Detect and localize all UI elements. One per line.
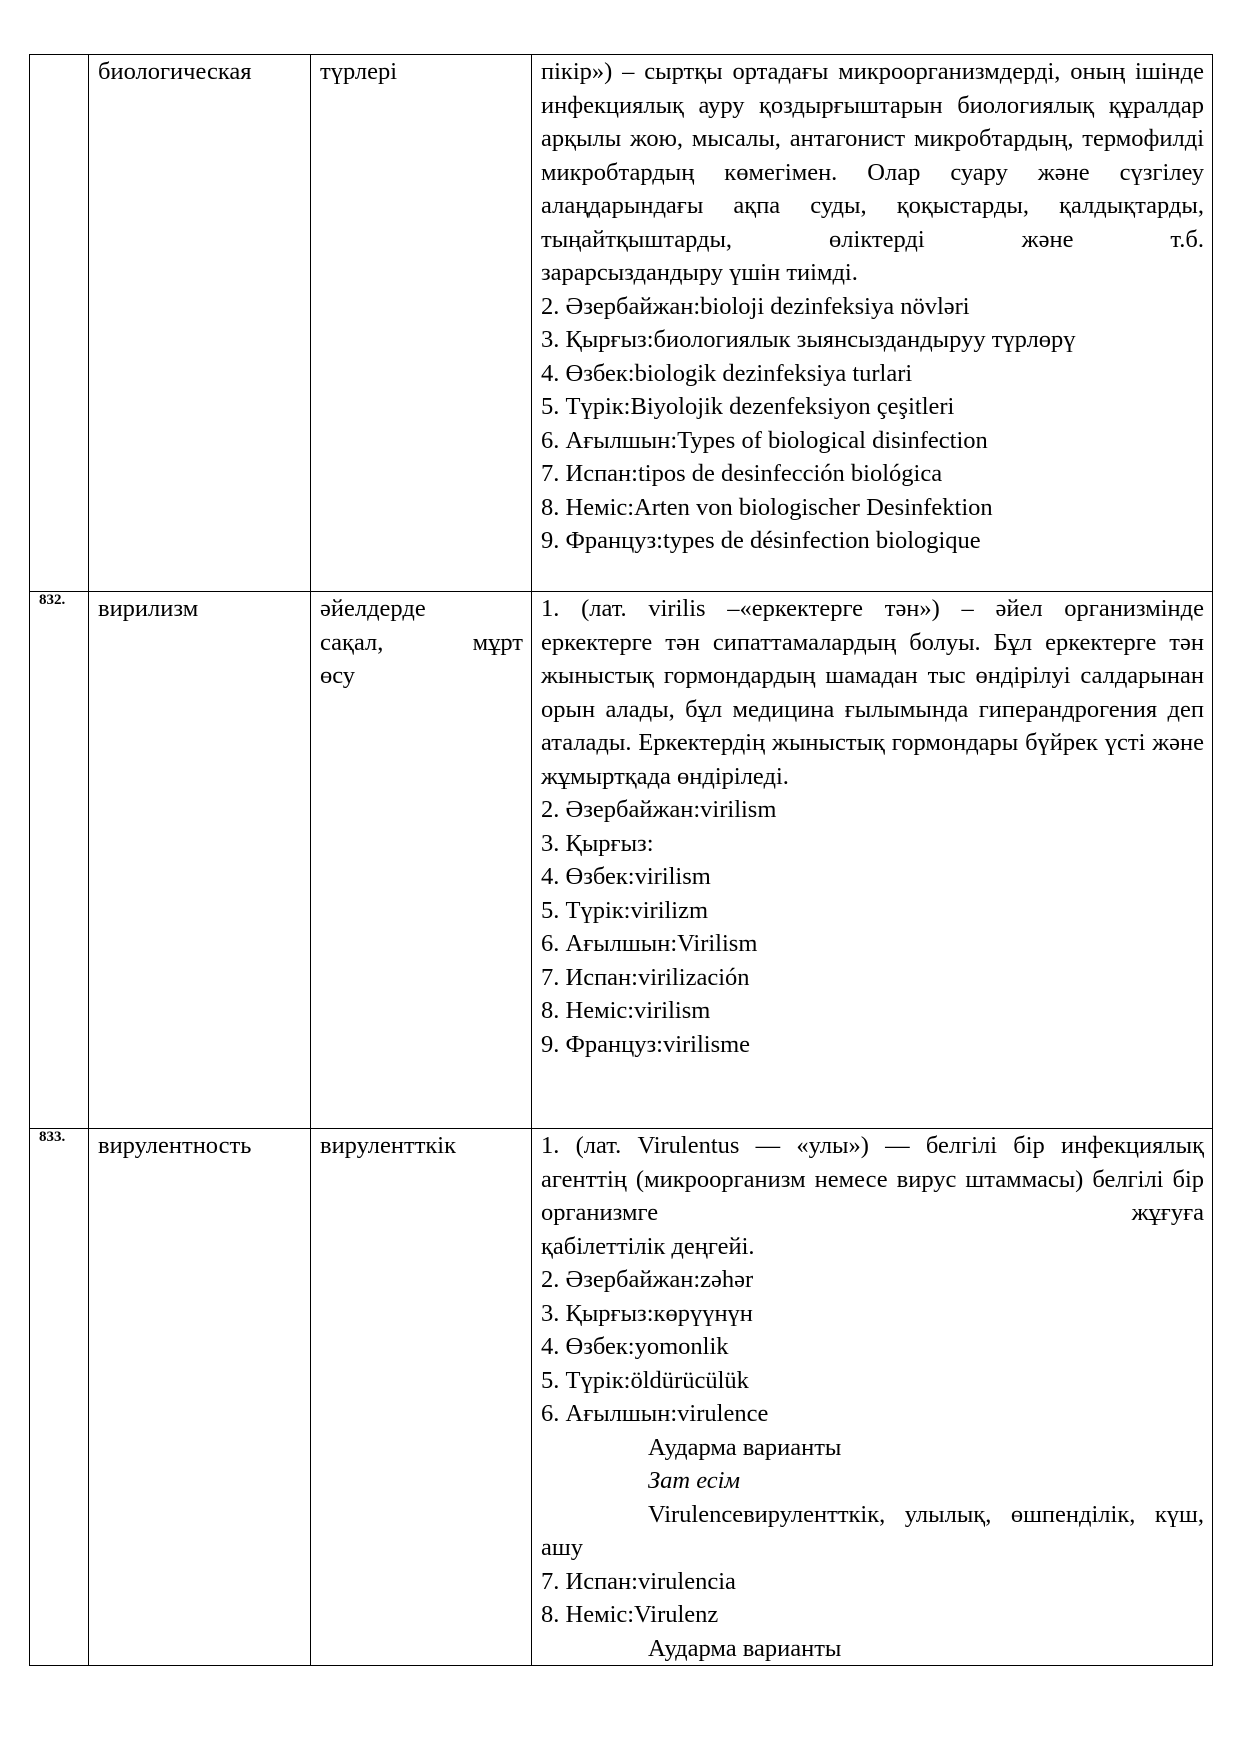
term-kazakh: түрлері: [311, 55, 532, 592]
translation-line: 5. Түрік:öldürücülük: [541, 1366, 749, 1394]
variants-label: Аударма варианты: [648, 1433, 842, 1461]
term-russian: вирилизм: [89, 592, 311, 1129]
translation-line: 7. Испан:tipos de desinfección biológica: [541, 460, 943, 487]
entry-number: 833.: [30, 1129, 89, 1666]
variants-label: Аударма варианты: [648, 1634, 842, 1662]
translation-line: 5. Түрік:virilizm: [541, 896, 709, 924]
variants-text: Virulenceвирулентткік, улылық, өшпенділік, күш, ашу: [541, 1500, 1204, 1561]
term-russian: биологическая: [89, 55, 311, 592]
definition-cell: [532, 55, 1213, 592]
term-kazakh: әйелдерде сақал, мұрт өсу: [311, 592, 532, 1129]
term-russian: вирулентность: [89, 1129, 311, 1666]
definition-cell: [532, 1129, 1213, 1666]
table-row: [30, 1129, 1213, 1666]
part-of-speech-label: Зат есім: [648, 1467, 741, 1494]
entry-number: [30, 55, 89, 592]
translation-line: 3. Қырғыз:көрүүнүн: [541, 1299, 753, 1327]
translation-line: 8. Неміс:virilism: [541, 997, 711, 1024]
translation-line: 7. Испан:virulencia: [541, 1567, 736, 1595]
translation-line: 3. Қырғыз:биологиялык зыянсыздандыруу түрлөрү: [541, 326, 1076, 353]
entry-number: 832.: [30, 592, 89, 1129]
translation-line: 8. Неміс:Arten von biologischer Desinfektion: [541, 493, 993, 521]
definition-text: 1. (лат. Virulentus — «улы») — белгілі бір инфекциялық агенттің (микроорганизм немесе вирус штаммасы) белгілі бір организмге жұғуға қабілеттілік деңгейі.: [541, 1132, 1205, 1260]
translation-line: 4. Өзбек:biologik dezinfeksiya turlari: [541, 359, 913, 387]
translation-line: 8. Неміс:Virulenz: [541, 1601, 719, 1628]
definition-text: пікір») – сыртқы ортадағы микроорганизмдерді, оның ішінде инфекциялық ауру қоздырғыштарын биологиялық құралдар арқылы жою, мысалы, антагонист микробтардың, термофилді микробтардың көмегімен. Олар суару және сүзгілеу алаңдарындағы ақпа суды, қоқыстарды, қалдықтарды, тыңайтқыштарды, өліктерді және т.б. зарарсыздандыру үшін тиімді.: [541, 58, 1205, 286]
translation-line: 7. Испан:virilización: [541, 963, 750, 991]
table-row: [30, 592, 1213, 1129]
dictionary-table: [29, 54, 1213, 1666]
translation-line: 4. Өзбек:virilism: [541, 863, 711, 890]
translation-line: 6. Ағылшын:Virilism: [541, 930, 758, 957]
term-kazakh: вирулентткік: [311, 1129, 532, 1666]
translation-line: 9. Француз:types de désinfection biologique: [541, 527, 981, 554]
translation-line: 2. Әзербайжан:bioloji dezinfeksiya növləri: [541, 292, 970, 320]
definition-text: 1. (лат. virilis –«еркектерге тән») – әйел организмінде еркектерге тән сипаттамалардың болуы. Бұл еркектерге тән жыныстық гормондардың шамадан тыс өндірілуі салдарынан орын алады, бұл медицина ғылымында гиперандрогения деп аталады. Еркектердің жыныстық гормондары бүйрек үсті және жұмыртқада өндіріледі.: [541, 595, 1205, 790]
translation-line: 5. Түрік:Biyolojik dezenfeksiyon çeşitleri: [541, 393, 955, 420]
translation-line: 9. Француз:virilisme: [541, 1030, 751, 1058]
table-row: [30, 55, 1213, 592]
translation-line: 4. Өзбек:yomonlik: [541, 1333, 729, 1360]
translation-line: 2. Әзербайжан:virilism: [541, 796, 777, 823]
definition-cell: [532, 592, 1213, 1129]
translation-line: 6. Ағылшын:Types of biological disinfection: [541, 426, 988, 454]
translation-line: 3. Қырғыз:: [541, 829, 654, 857]
translation-line: 2. Әзербайжан:zəhər: [541, 1266, 754, 1293]
translation-line: 6. Ағылшын:virulence: [541, 1400, 769, 1427]
